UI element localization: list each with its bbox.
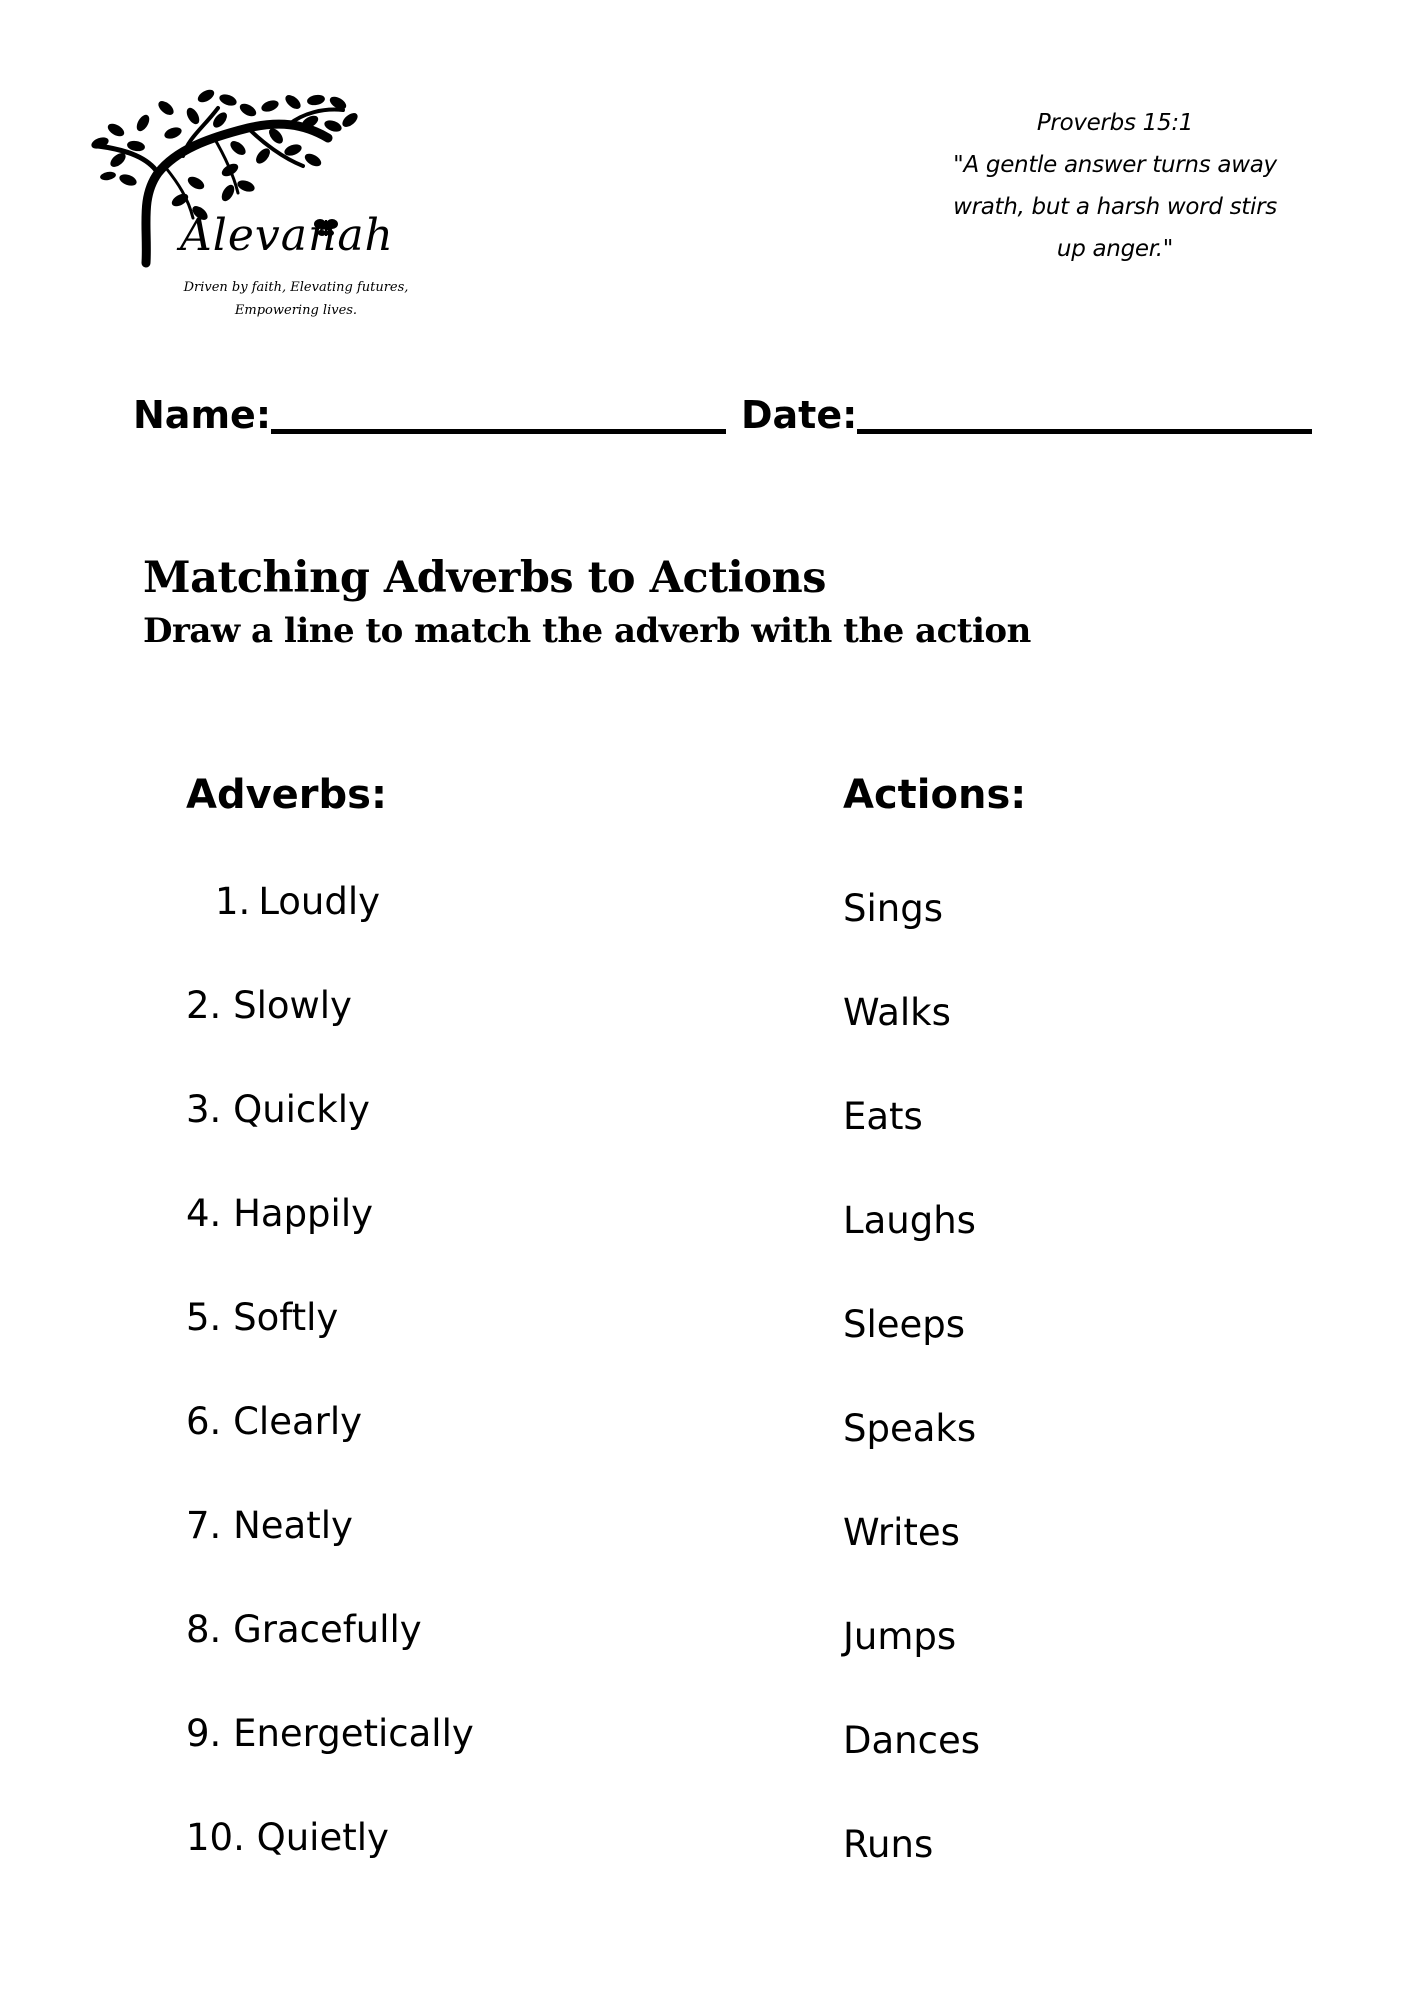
action-item[interactable]: Sings <box>843 887 943 930</box>
adverb-number: 9. <box>186 1712 222 1755</box>
adverb-number: 7. <box>186 1504 222 1547</box>
adverb-item[interactable] <box>215 879 380 925</box>
adverb-item[interactable] <box>186 1191 373 1237</box>
name-line[interactable] <box>271 429 726 434</box>
tagline-line-2: Empowering lives. <box>234 303 358 318</box>
date-label: Date: <box>741 393 858 437</box>
actions-header: Actions: <box>843 772 1027 818</box>
verse-reference: Proverbs 15:1 <box>1036 110 1194 136</box>
adverb-word: Loudly <box>258 880 381 923</box>
adverb-number: 8. <box>186 1608 222 1651</box>
adverb-item[interactable] <box>186 1503 353 1549</box>
adverb-number: 4. <box>186 1192 222 1235</box>
adverb-number: 5. <box>186 1296 222 1339</box>
action-item[interactable]: Eats <box>843 1095 923 1138</box>
date-field[interactable] <box>741 392 1312 438</box>
brand-name: Alevanah <box>180 210 394 261</box>
action-item[interactable]: Jumps <box>843 1615 957 1658</box>
adverb-number: 2. <box>186 984 222 1027</box>
adverb-word: Neatly <box>233 1504 353 1547</box>
action-item[interactable]: Sleeps <box>843 1303 966 1346</box>
adverb-item[interactable] <box>186 1815 389 1861</box>
adverb-word: Happily <box>233 1192 374 1235</box>
action-item[interactable]: Speaks <box>843 1407 977 1450</box>
adverb-item[interactable] <box>186 1295 338 1341</box>
verse-line-2: wrath, but a harsh word stirs <box>953 194 1277 220</box>
action-item[interactable]: Laughs <box>843 1199 976 1242</box>
name-field[interactable] <box>133 392 726 438</box>
adverb-word: Clearly <box>233 1400 363 1443</box>
adverb-number: 3. <box>186 1088 222 1131</box>
verse-line-3: up anger." <box>1056 236 1174 262</box>
action-item[interactable]: Writes <box>843 1511 960 1554</box>
action-item[interactable]: Runs <box>843 1823 934 1866</box>
action-item[interactable]: Walks <box>843 991 951 1034</box>
date-line[interactable] <box>857 429 1312 434</box>
brand-logo <box>88 88 409 328</box>
adverb-word: Gracefully <box>233 1608 422 1651</box>
adverb-number: 6. <box>186 1400 222 1443</box>
name-label: Name: <box>133 393 272 437</box>
action-item[interactable]: Dances <box>843 1719 980 1762</box>
adverb-number: 10. <box>186 1816 245 1859</box>
adverbs-header: Adverbs: <box>186 772 387 818</box>
adverb-word: Energetically <box>233 1712 474 1755</box>
tagline-line-1: Driven by faith, Elevating futures, <box>183 280 409 295</box>
adverb-item[interactable] <box>186 1399 362 1445</box>
adverb-item[interactable] <box>186 1607 422 1653</box>
adverb-number: 1. <box>215 880 251 923</box>
adverb-word: Softly <box>233 1296 339 1339</box>
adverb-item[interactable] <box>186 983 352 1029</box>
worksheet-instruction: Draw a line to match the adverb with the action <box>143 611 1031 651</box>
adverb-word: Quickly <box>233 1088 370 1131</box>
verse-line-1: "A gentle answer turns away <box>953 152 1277 178</box>
worksheet-title: Matching Adverbs to Actions <box>143 553 826 603</box>
adverb-word: Quietly <box>256 1816 389 1859</box>
bible-verse <box>950 102 1280 270</box>
adverb-word: Slowly <box>233 984 352 1027</box>
adverb-item[interactable] <box>186 1711 474 1757</box>
brand-tagline <box>176 276 416 322</box>
adverb-item[interactable] <box>186 1087 370 1133</box>
